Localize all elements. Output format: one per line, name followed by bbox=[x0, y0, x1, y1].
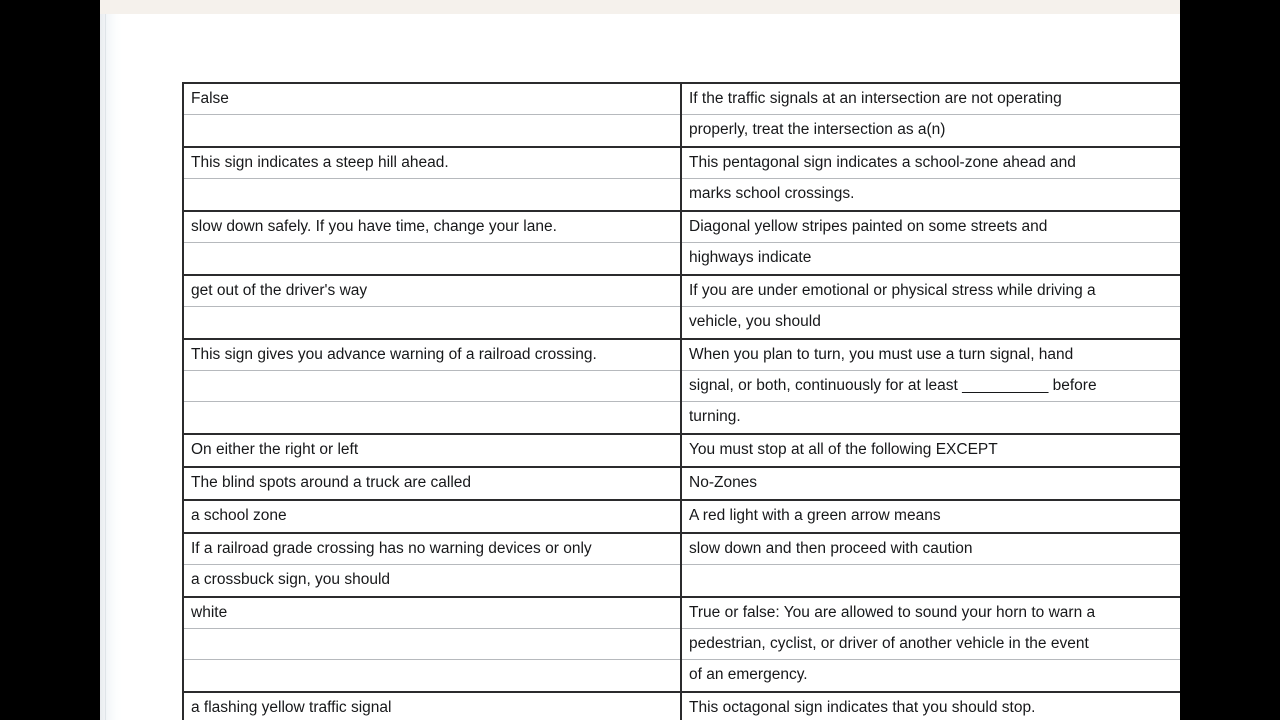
table-cell-left bbox=[183, 533, 681, 597]
cell-text-line: vehicle, you should bbox=[689, 313, 821, 330]
cell-text-line: slow down safely. If you have time, change your lane. bbox=[184, 212, 680, 243]
table-body bbox=[183, 83, 1180, 720]
cell-text-line: The blind spots around a truck are called bbox=[191, 474, 472, 491]
table-cell-right bbox=[681, 533, 1180, 597]
cell-blank-line bbox=[682, 565, 1180, 596]
cell-text-line: If the traffic signals at an intersection are not operating bbox=[682, 84, 1180, 115]
cell-line-stack bbox=[184, 598, 680, 691]
cell-text-line: If you are under emotional or physical stress while driving a bbox=[682, 276, 1180, 307]
cell-text-line: This sign indicates a steep hill ahead. bbox=[184, 148, 680, 179]
letterbox-bar-left bbox=[0, 0, 100, 720]
table-cell-left bbox=[183, 83, 681, 147]
cell-line-stack bbox=[184, 212, 680, 274]
cell-line-stack bbox=[184, 435, 680, 466]
table-row bbox=[183, 467, 1180, 500]
table-row bbox=[183, 83, 1180, 147]
cell-line-stack bbox=[682, 340, 1180, 433]
page-left-edge-line bbox=[105, 14, 106, 720]
cell-line-stack bbox=[184, 84, 680, 146]
cell-line-stack bbox=[682, 598, 1180, 691]
cell-line-stack bbox=[682, 693, 1180, 720]
table-cell-left bbox=[183, 275, 681, 339]
table-cell-right bbox=[681, 211, 1180, 275]
cell-line-stack bbox=[682, 468, 1180, 499]
cell-text-line: On either the right or left bbox=[191, 441, 359, 458]
cell-line-stack bbox=[184, 693, 680, 720]
cell-line-stack bbox=[184, 534, 680, 596]
table-row bbox=[183, 434, 1180, 467]
cell-text-line: highways indicate bbox=[689, 249, 812, 266]
table-row bbox=[183, 147, 1180, 211]
table-cell-left bbox=[183, 467, 681, 500]
table-cell-left bbox=[183, 147, 681, 211]
cell-text-line: white bbox=[184, 598, 680, 629]
cell-text-line: pedestrian, cyclist, or driver of another vehicle in the event bbox=[682, 629, 1180, 660]
cell-text-line: This octagonal sign indicates that you should stop. bbox=[689, 699, 1036, 716]
cell-line-stack bbox=[682, 212, 1180, 274]
cell-text-line: properly, treat the intersection as a(n) bbox=[689, 121, 946, 138]
cell-text-line: You must stop at all of the following EXCEPT bbox=[689, 441, 998, 458]
cell-line-stack bbox=[184, 148, 680, 210]
cell-line-stack bbox=[682, 276, 1180, 338]
table-row bbox=[183, 275, 1180, 339]
table-cell-right bbox=[681, 147, 1180, 211]
table-cell-right bbox=[681, 275, 1180, 339]
cell-text-line: A red light with a green arrow means bbox=[689, 507, 941, 524]
table-cell-right bbox=[681, 597, 1180, 692]
table-cell-left bbox=[183, 211, 681, 275]
table-row bbox=[183, 692, 1180, 720]
table-cell-right bbox=[681, 339, 1180, 434]
table-cell-left bbox=[183, 500, 681, 533]
table-cell-right bbox=[681, 692, 1180, 720]
cell-text-line: turning. bbox=[689, 408, 741, 425]
cell-text-line: a school zone bbox=[191, 507, 287, 524]
cell-text-line: of an emergency. bbox=[689, 666, 808, 683]
document-page bbox=[100, 14, 1180, 720]
cell-text-line: a flashing yellow traffic signal bbox=[191, 699, 392, 716]
cell-text-line: get out of the driver's way bbox=[184, 276, 680, 307]
cell-line-stack bbox=[682, 148, 1180, 210]
cell-text-line: signal, or both, continuously for at least __________ before bbox=[682, 371, 1180, 402]
cell-blank-line bbox=[184, 307, 680, 338]
cell-blank-line bbox=[184, 179, 680, 210]
cell-text-line: Diagonal yellow stripes painted on some streets and bbox=[682, 212, 1180, 243]
cell-text-line: When you plan to turn, you must use a turn signal, hand bbox=[682, 340, 1180, 371]
cell-text-line: a crossbuck sign, you should bbox=[191, 571, 391, 588]
top-strip bbox=[100, 0, 1180, 14]
cell-blank-line bbox=[184, 243, 680, 274]
cell-text-line: slow down and then proceed with caution bbox=[682, 534, 1180, 565]
cell-text-line: If a railroad grade crossing has no warning devices or only bbox=[184, 534, 680, 565]
table-row bbox=[183, 339, 1180, 434]
cell-blank-line bbox=[184, 660, 680, 691]
cell-text-line: This sign gives you advance warning of a railroad crossing. bbox=[184, 340, 680, 371]
table-row bbox=[183, 211, 1180, 275]
question-answer-table bbox=[182, 82, 1180, 720]
table-cell-right bbox=[681, 83, 1180, 147]
cell-text-line: No-Zones bbox=[689, 474, 758, 491]
table-cell-right bbox=[681, 434, 1180, 467]
cell-text-line: False bbox=[184, 84, 680, 115]
table-cell-left bbox=[183, 434, 681, 467]
letterbox-bar-right bbox=[1180, 0, 1280, 720]
cell-line-stack bbox=[682, 84, 1180, 146]
cell-line-stack bbox=[184, 340, 680, 433]
table-row bbox=[183, 597, 1180, 692]
cell-blank-line bbox=[184, 629, 680, 660]
table-row bbox=[183, 500, 1180, 533]
cell-line-stack bbox=[682, 435, 1180, 466]
cell-text-line: This pentagonal sign indicates a school-zone ahead and bbox=[682, 148, 1180, 179]
table-cell-left bbox=[183, 597, 681, 692]
table-row bbox=[183, 533, 1180, 597]
cell-blank-line bbox=[184, 371, 680, 402]
table-cell-right bbox=[681, 467, 1180, 500]
cell-text-line: marks school crossings. bbox=[689, 185, 855, 202]
page-left-edge-shading bbox=[100, 14, 122, 720]
cell-line-stack bbox=[682, 501, 1180, 532]
cell-line-stack bbox=[184, 501, 680, 532]
cell-line-stack bbox=[184, 468, 680, 499]
table-cell-left bbox=[183, 339, 681, 434]
cell-line-stack bbox=[184, 276, 680, 338]
cell-blank-line bbox=[184, 115, 680, 146]
cell-text-line: True or false: You are allowed to sound your horn to warn a bbox=[682, 598, 1180, 629]
cell-line-stack bbox=[682, 534, 1180, 596]
table-cell-left bbox=[183, 692, 681, 720]
cell-blank-line bbox=[184, 402, 680, 433]
table-cell-right bbox=[681, 500, 1180, 533]
